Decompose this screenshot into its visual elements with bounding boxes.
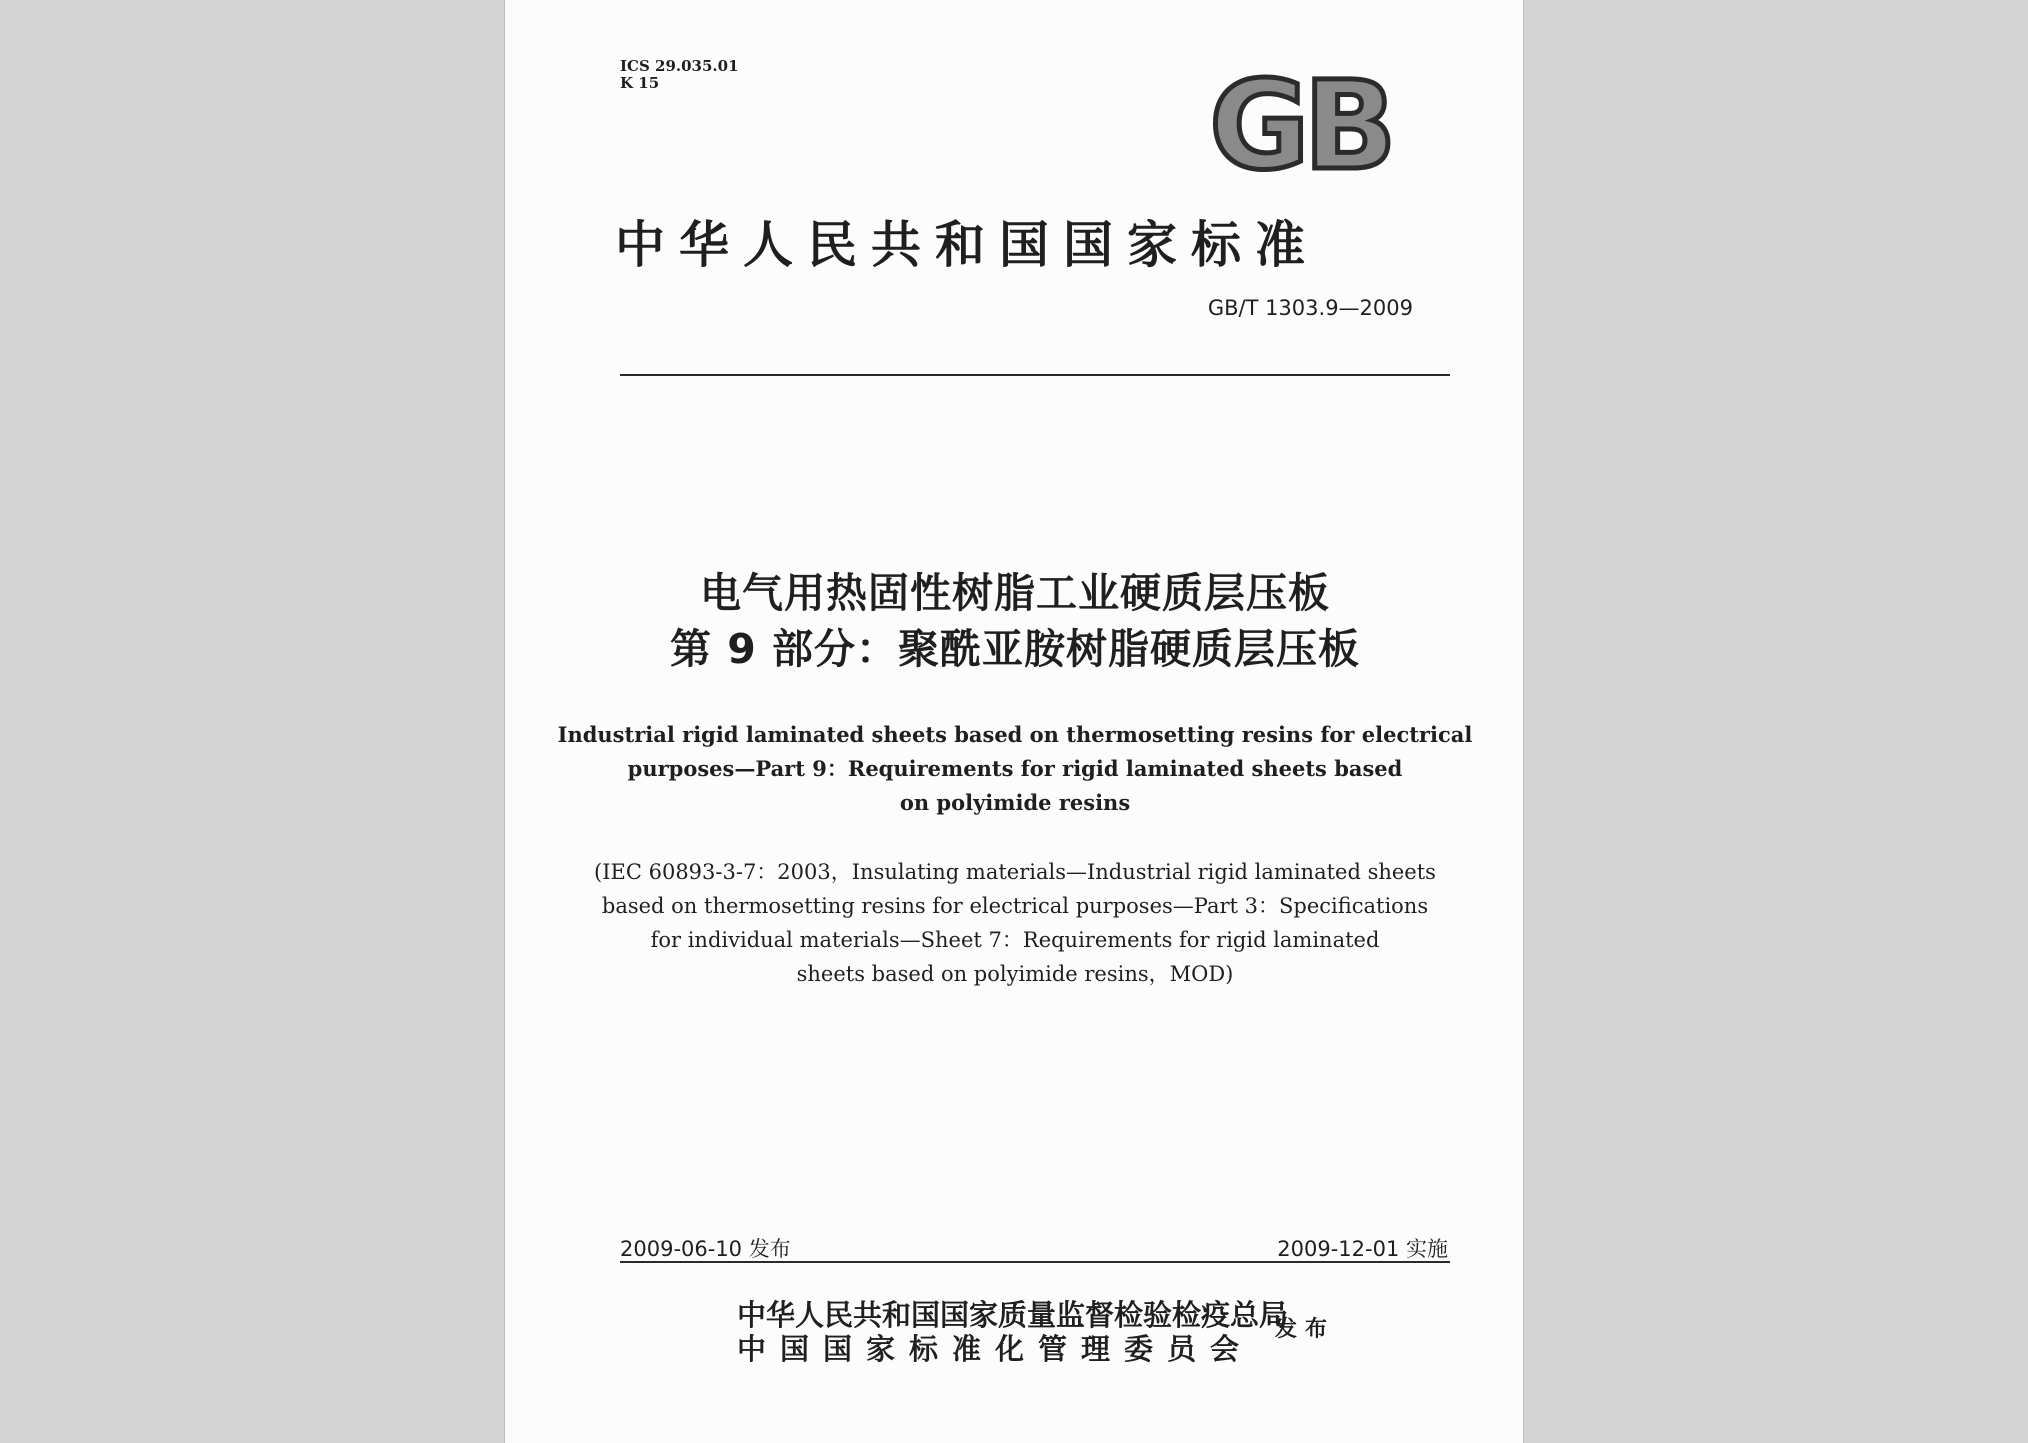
implementation-date: 2009-12-01 实施 — [1277, 1237, 1448, 1261]
ics-code: ICS 29.035.01 — [620, 57, 739, 75]
gb-logo — [1195, 70, 1405, 180]
iec-reference-line: for individual materials—Sheet 7：Requirements for rigid laminated — [650, 928, 1380, 952]
gb-logo-text: GB — [1209, 70, 1391, 180]
english-title — [505, 718, 1525, 820]
top-divider — [620, 374, 1450, 376]
standard-org-title: 中华人民共和国国家标准 — [615, 215, 1319, 274]
iec-reference-line: (IEC 60893-3-7：2003，Insulating materials—Industrial rigid laminated sheets — [594, 860, 1436, 884]
issue-date: 2009-06-10 发布 — [620, 1237, 791, 1261]
iec-reference — [505, 855, 1525, 991]
chinese-title — [505, 565, 1525, 677]
english-title-line: Industrial rigid laminated sheets based on thermosetting resins for electrical — [557, 722, 1473, 747]
english-title-line: purposes—Part 9：Requirements for rigid laminated sheets based — [627, 756, 1403, 781]
ccs-code: K 15 — [620, 74, 660, 92]
standard-number: GB/T 1303.9—2009 — [1207, 296, 1413, 320]
bottom-divider — [620, 1261, 1450, 1263]
chinese-title-line: 第 9 部分：聚酰亚胺树脂硬质层压板 — [669, 625, 1361, 673]
issuer-sac: 中国国家标准化管理委员会 — [737, 1332, 1254, 1366]
issuer-aqsiq: 中华人民共和国国家质量监督检验检疫总局 — [737, 1298, 1289, 1332]
publish-label: 发布 — [1275, 1317, 1336, 1342]
chinese-title-line: 电气用热固性树脂工业硬质层压板 — [700, 569, 1330, 617]
iec-reference-line: based on thermosetting resins for electrical purposes—Part 3：Specifications — [601, 894, 1429, 918]
classification-codes — [620, 58, 739, 92]
english-title-line: on polyimide resins — [899, 790, 1131, 815]
document-page — [504, 0, 1524, 1443]
iec-reference-line: sheets based on polyimide resins，MOD) — [796, 962, 1234, 986]
